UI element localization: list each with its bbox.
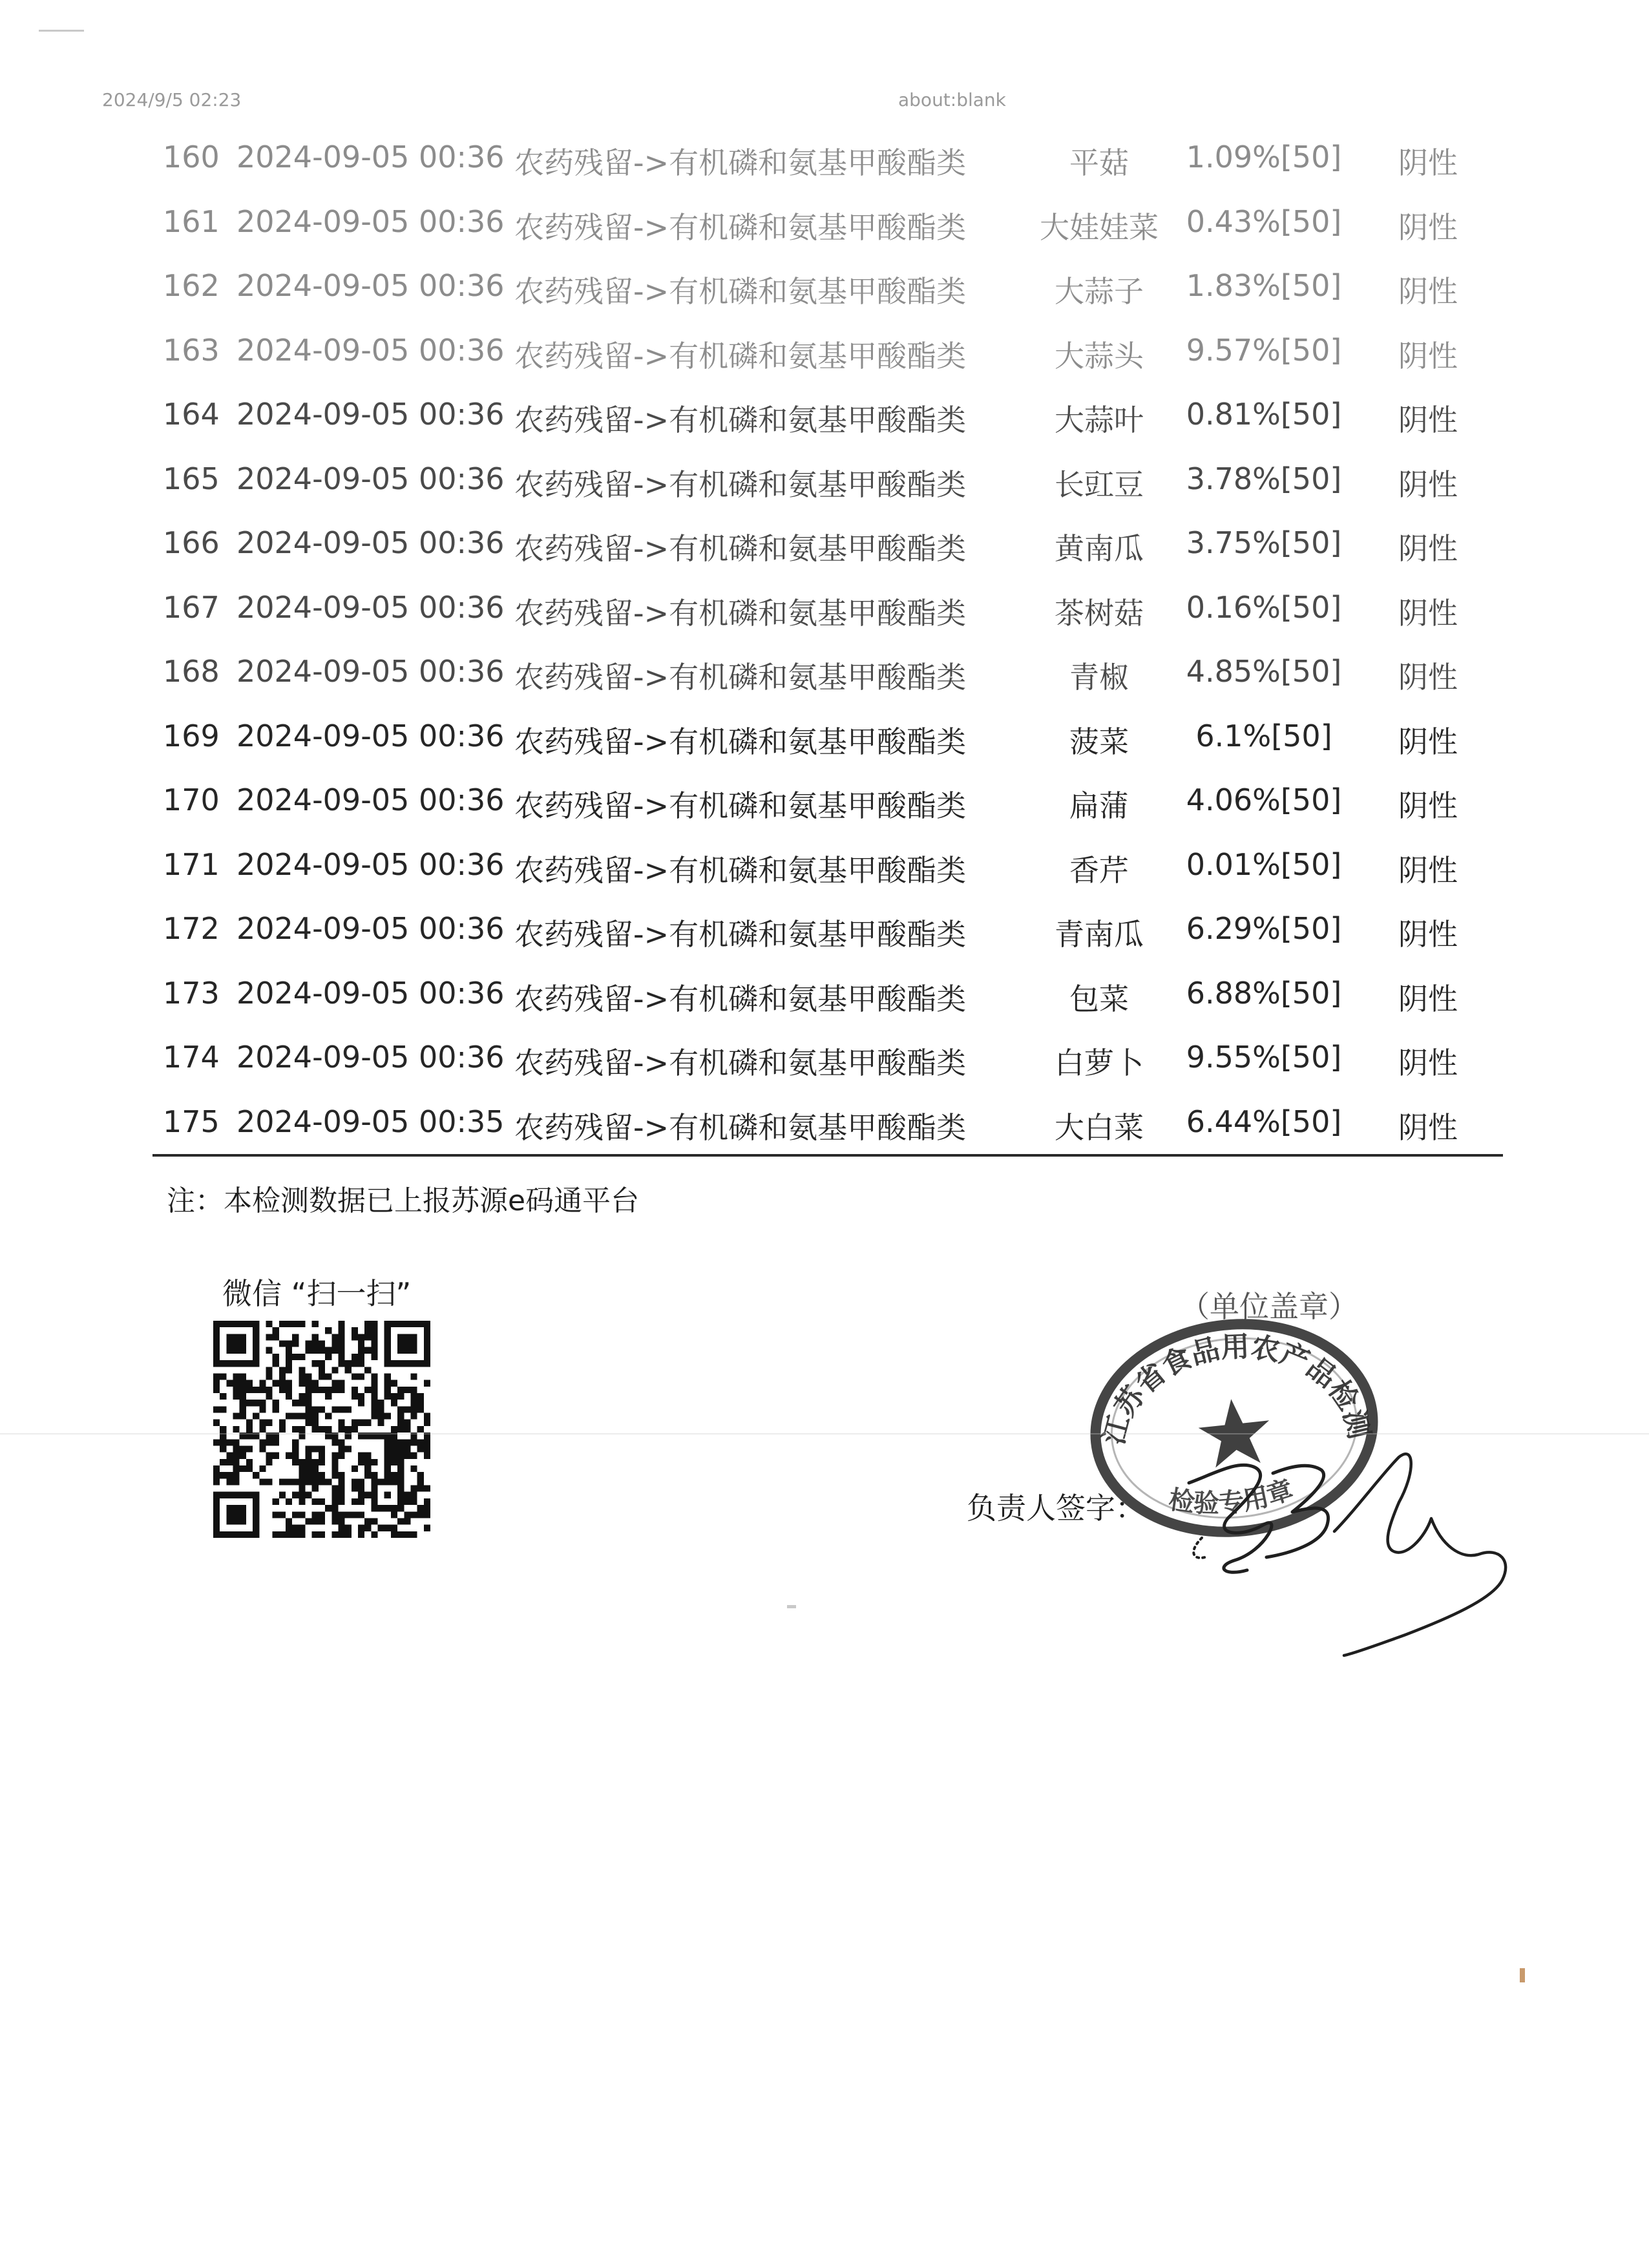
test-item: 农药残留->有机磷和氨基甲酸酯类 [514,209,967,245]
test-time: 2024-09-05 00:36 [236,718,505,753]
test-item: 农药残留->有机磷和氨基甲酸酯类 [514,852,967,888]
sample-name: 青南瓜 [1055,917,1144,952]
row-number: 165 [163,461,220,496]
row-number: 175 [163,1104,220,1139]
test-time: 2024-09-05 00:35 [236,1104,505,1139]
row-number: 171 [163,846,220,882]
test-item: 农药残留->有机磷和氨基甲酸酯类 [514,981,967,1016]
scan-fold-line [0,1433,1649,1434]
inhibition-rate: 0.01%[50] [1186,846,1342,882]
test-result: 阴性 [1398,724,1458,759]
print-date: 2024/9/5 02:23 [102,89,242,110]
table-row [152,577,1509,642]
inhibition-rate: 4.06%[50] [1186,782,1342,817]
table-row [152,1027,1509,1091]
inhibition-rate: 4.85%[50] [1186,654,1342,689]
row-number: 169 [163,718,220,753]
seal-ring-text: 江苏省食品用农产品检测 [1097,1330,1376,1448]
test-item: 农药残留->有机磷和氨基甲酸酯类 [514,660,967,695]
handwritten-signature [1176,1422,1564,1699]
test-time: 2024-09-05 00:36 [236,782,505,817]
scan-mark [787,1605,796,1608]
test-result: 阴性 [1398,660,1458,695]
sample-name: 大蒜叶 [1055,403,1144,437]
inhibition-rate: 6.88%[50] [1186,975,1342,1011]
test-time: 2024-09-05 00:36 [236,975,505,1011]
test-time: 2024-09-05 00:36 [236,846,505,882]
test-item: 农药残留->有机磷和氨基甲酸酯类 [514,724,967,759]
test-result: 阴性 [1398,338,1458,373]
test-result: 阴性 [1398,1109,1458,1145]
test-item: 农药残留->有机磷和氨基甲酸酯类 [514,1109,967,1145]
test-result: 阴性 [1398,1045,1458,1080]
table-row [152,963,1509,1027]
qr-code-icon[interactable] [213,1321,430,1538]
signature-label: 负责人签字： [967,1491,1145,1526]
row-number: 170 [163,782,220,817]
table-row [152,770,1509,834]
test-item: 农药残留->有机磷和氨基甲酸酯类 [514,403,967,437]
inhibition-rate: 0.43%[50] [1186,204,1342,239]
scan-mark [1520,1968,1525,1982]
print-url: about:blank [898,89,1006,110]
table-row [152,384,1509,448]
test-result: 阴性 [1398,981,1458,1016]
row-number: 160 [163,140,220,174]
test-result: 阴性 [1398,531,1458,566]
table-row [152,706,1509,770]
sample-name: 香芹 [1069,852,1129,888]
test-time: 2024-09-05 00:36 [236,140,505,174]
test-item: 农药残留->有机磷和氨基甲酸酯类 [514,788,967,823]
sample-name: 长豇豆 [1055,467,1144,502]
inhibition-rate: 3.78%[50] [1186,461,1342,496]
inhibition-rate: 3.75%[50] [1186,525,1342,560]
test-result: 阴性 [1398,852,1458,888]
sample-name: 扁蒲 [1069,788,1129,823]
row-number: 162 [163,268,220,303]
test-item: 农药残留->有机磷和氨基甲酸酯类 [514,145,967,180]
row-number: 167 [163,589,220,625]
test-item: 农药残留->有机磷和氨基甲酸酯类 [514,467,967,502]
test-result: 阴性 [1398,467,1458,502]
inhibition-rate: 0.81%[50] [1186,397,1342,432]
test-item: 农药残留->有机磷和氨基甲酸酯类 [514,595,967,631]
inhibition-rate: 9.55%[50] [1186,1040,1342,1075]
table-row [152,641,1509,706]
table-row [152,448,1509,513]
test-time: 2024-09-05 00:36 [236,1040,505,1075]
table-row [152,255,1509,320]
test-item: 农药残留->有机磷和氨基甲酸酯类 [514,1045,967,1080]
sample-name: 黄南瓜 [1055,531,1144,566]
row-number: 172 [163,911,220,946]
test-item: 农药残留->有机磷和氨基甲酸酯类 [514,274,967,309]
test-time: 2024-09-05 00:36 [236,525,505,560]
test-item: 农药残留->有机磷和氨基甲酸酯类 [514,531,967,566]
test-result: 阴性 [1398,595,1458,631]
test-time: 2024-09-05 00:36 [236,332,505,368]
row-number: 161 [163,204,220,239]
table-row [152,127,1509,191]
table-row [152,834,1509,899]
test-time: 2024-09-05 00:36 [236,654,505,689]
test-result: 阴性 [1398,788,1458,823]
scan-mark [39,30,84,32]
test-time: 2024-09-05 00:36 [236,397,505,432]
table-bottom-rule [152,1154,1503,1157]
test-time: 2024-09-05 00:36 [236,204,505,239]
row-number: 174 [163,1040,220,1075]
sample-name: 白萝卜 [1055,1045,1144,1080]
wechat-scan-label: 微信 “扫一扫” [222,1276,412,1311]
row-number: 168 [163,654,220,689]
test-time: 2024-09-05 00:36 [236,911,505,946]
sample-name: 大蒜头 [1055,338,1144,373]
table-row [152,191,1509,256]
inhibition-rate: 6.1%[50] [1195,718,1332,753]
test-time: 2024-09-05 00:36 [236,461,505,496]
test-time: 2024-09-05 00:36 [236,268,505,303]
row-number: 164 [163,397,220,432]
sample-name: 菠菜 [1069,724,1129,759]
sample-name: 大白菜 [1055,1109,1144,1145]
test-item: 农药残留->有机磷和氨基甲酸酯类 [514,338,967,373]
row-number: 163 [163,332,220,368]
inhibition-rate: 1.83%[50] [1186,268,1342,303]
inhibition-rate: 6.44%[50] [1186,1104,1342,1139]
results-table [152,127,1509,1155]
inhibition-rate: 0.16%[50] [1186,589,1342,625]
test-result: 阴性 [1398,145,1458,180]
test-item: 农药残留->有机磷和氨基甲酸酯类 [514,917,967,952]
row-number: 166 [163,525,220,560]
report-note: 注：本检测数据已上报苏源e码通平台 [167,1184,640,1217]
test-result: 阴性 [1398,209,1458,245]
table-row [152,512,1509,577]
inhibition-rate: 1.09%[50] [1186,140,1342,174]
test-result: 阴性 [1398,403,1458,437]
inhibition-rate: 9.57%[50] [1186,332,1342,368]
sample-name: 青椒 [1069,660,1129,695]
table-row [152,320,1509,384]
row-number: 173 [163,975,220,1011]
table-row [152,898,1509,963]
inhibition-rate: 6.29%[50] [1186,911,1342,946]
sample-name: 大娃娃菜 [1040,209,1159,245]
sample-name: 大蒜子 [1055,274,1144,309]
seal-caption: （单位盖章） [1180,1289,1358,1324]
sample-name: 茶树菇 [1055,595,1144,631]
table-row [152,1091,1509,1156]
sample-name: 平菇 [1069,145,1129,180]
test-time: 2024-09-05 00:36 [236,589,505,625]
sample-name: 包菜 [1069,981,1129,1016]
seal-bottom-text: 检验专用章 [1166,1475,1297,1519]
test-result: 阴性 [1398,274,1458,309]
test-result: 阴性 [1398,917,1458,952]
